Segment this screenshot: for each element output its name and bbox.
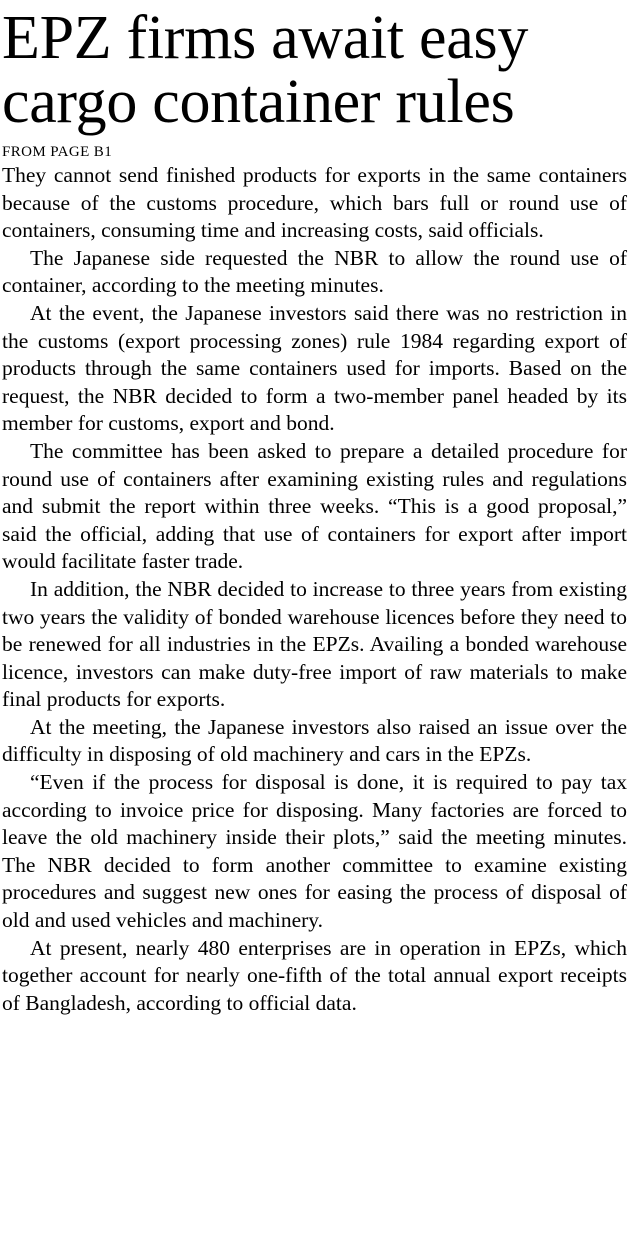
paragraph-1: They cannot send finished products for exports in the same containers because of the customs procedure, which bars full or round use of containers, consuming time and increasing costs, said officials. [2, 163, 627, 243]
article-body [2, 162, 627, 1017]
paragraph-6: At the meeting, the Japanese investors also raised an issue over the difficulty in disposing of old machinery and cars in the EPZs. [2, 714, 627, 767]
headline-line-1: EPZ firms await easy [2, 4, 529, 72]
paragraph-5: In addition, the NBR decided to increase to three years from existing two years the validity of bonded warehouse licences before they need to be renewed for all industries in the EPZs. Availing a bonded warehouse licence, investors can make duty-free import of raw materials to make final products for exports. [2, 576, 627, 712]
headline-line-2: cargo container rules [2, 68, 515, 136]
paragraph-3: At the event, the Japanese investors said there was no restriction in the customs (export processing zones) rule 1984 regarding export of products through the same containers used for imports. Based on the request, the NBR decided to form a two-member panel headed by its member for customs, export and bond. [2, 300, 627, 436]
paragraph-4: The committee has been asked to prepare a detailed procedure for round use of containers after examining existing rules and regulations and submit the report within three weeks. “This is a good proposal,” said the official, adding that use of containers for export after import would facilitate faster trade. [2, 438, 627, 574]
continued-from-label: FROM PAGE B1 [2, 144, 113, 160]
paragraph-8: At present, nearly 480 enterprises are in operation in EPZs, which together account for nearly one-fifth of the total annual export receipts of Bangladesh, according to official data. [2, 935, 627, 1015]
paragraph-7: “Even if the process for disposal is done, it is required to pay tax according to invoice price for disposing. Many factories are forced to leave the old machinery inside their plots,” said the meeting minutes. The NBR decided to form another committee to examine existing procedures and suggest new ones for easing the process of disposal of old and used vehicles and machinery. [2, 770, 627, 933]
headline [2, 6, 627, 134]
paragraph-2: The Japanese side requested the NBR to allow the round use of container, according to the meeting minutes. [2, 245, 627, 298]
